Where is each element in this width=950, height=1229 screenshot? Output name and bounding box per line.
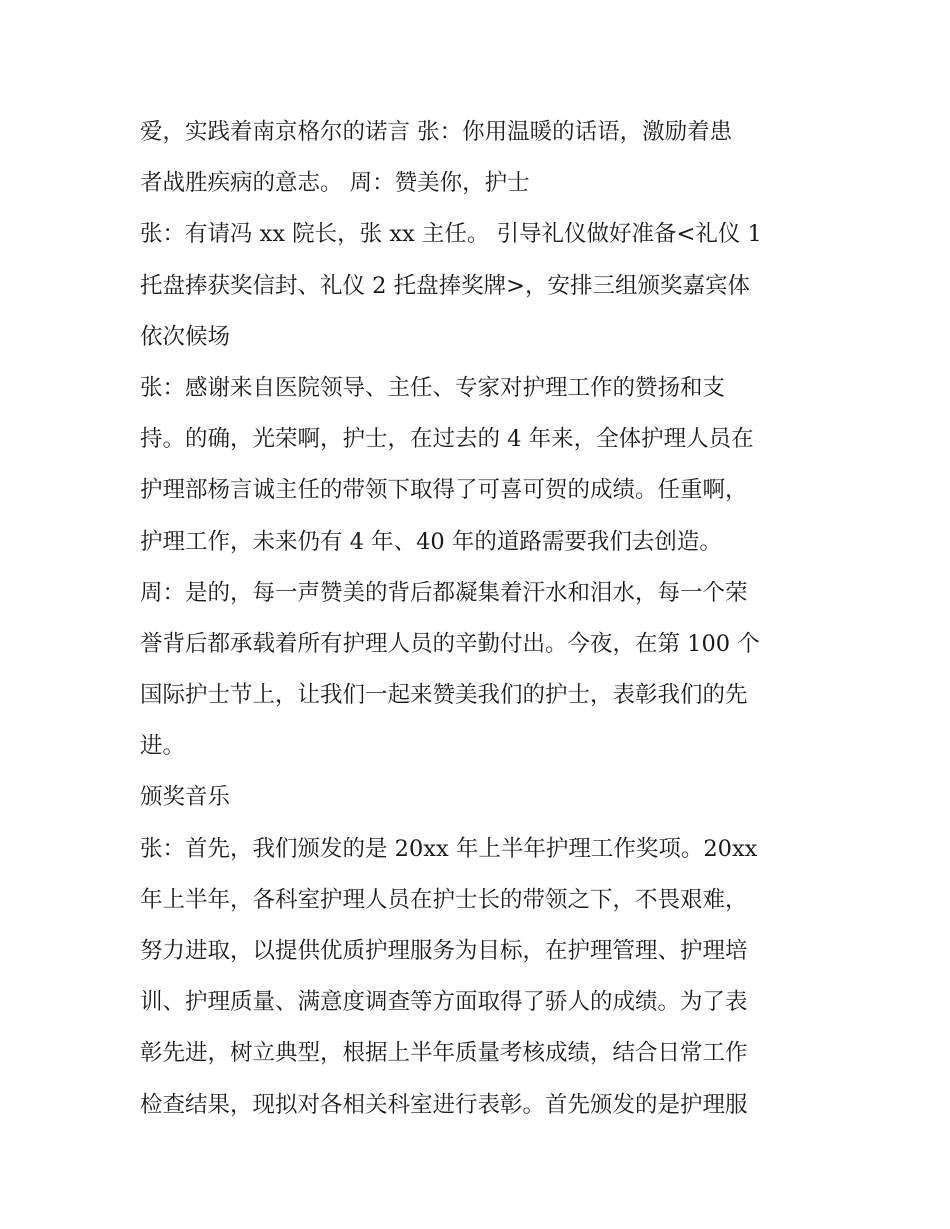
text-line: 进。 (140, 733, 186, 760)
text-line: 颁奖音乐 (140, 784, 231, 811)
text-line: 依次候场 (140, 323, 231, 350)
text-line: 誉背后都承载着所有护理人员的辛勤付出。今夜，在第 100 个 (140, 630, 760, 657)
text-line: 爱，实践着南京格尔的诺言 张：你用温暖的话语，激励着患 (140, 119, 733, 145)
text-line: 护理部杨言诚主任的带领下取得了可喜可贺的成绩。任重啊， (140, 477, 748, 504)
text-line: 检查结果，现拟对各相关科室进行表彰。首先颁发的是护理服 (140, 1091, 748, 1118)
text-line: 周：是的，每一声赞美的背后都凝集着汗水和泪水，每一个荣 (140, 579, 748, 606)
text-line: 彰先进，树立典型，根据上半年质量考核成绩，结合日常工作 (140, 1040, 748, 1067)
text-line: 张：首先，我们颁发的是 20xx 年上半年护理工作奖项。20xx (140, 835, 758, 862)
text-line: 张：有请冯 xx 院长，张 xx 主任。 引导礼仪做好准备<礼仪 1 (140, 221, 762, 248)
text-line: 训、护理质量、满意度调查等方面取得了骄人的成绩。为了表 (140, 989, 748, 1016)
text-line: 国际护士节上，让我们一起来赞美我们的护士，表彰我们的先 (140, 682, 748, 709)
text-line: 张：感谢来自医院领导、主任、专家对护理工作的赞扬和支 (140, 374, 726, 401)
document-body (140, 107, 820, 1131)
text-line: 托盘捧获奖信封、礼仪 2 托盘捧奖牌>，安排三组颁奖嘉宾体 (140, 272, 750, 299)
text-line: 持。的确，光荣啊，护士，在过去的 4 年来，全体护理人员在 (140, 426, 754, 453)
text-line: 努力进取，以提供优质护理服务为目标，在护理管理、护理培 (140, 938, 748, 964)
text-line: 者战胜疾病的意志。 周：赞美你，护士 (140, 170, 530, 197)
text-line: 年上半年，各科室护理人员在护士长的带领之下，不畏艰难， (140, 886, 748, 913)
text-line: 护理工作，未来仍有 4 年、40 年的道路需要我们去创造。 (140, 528, 722, 555)
